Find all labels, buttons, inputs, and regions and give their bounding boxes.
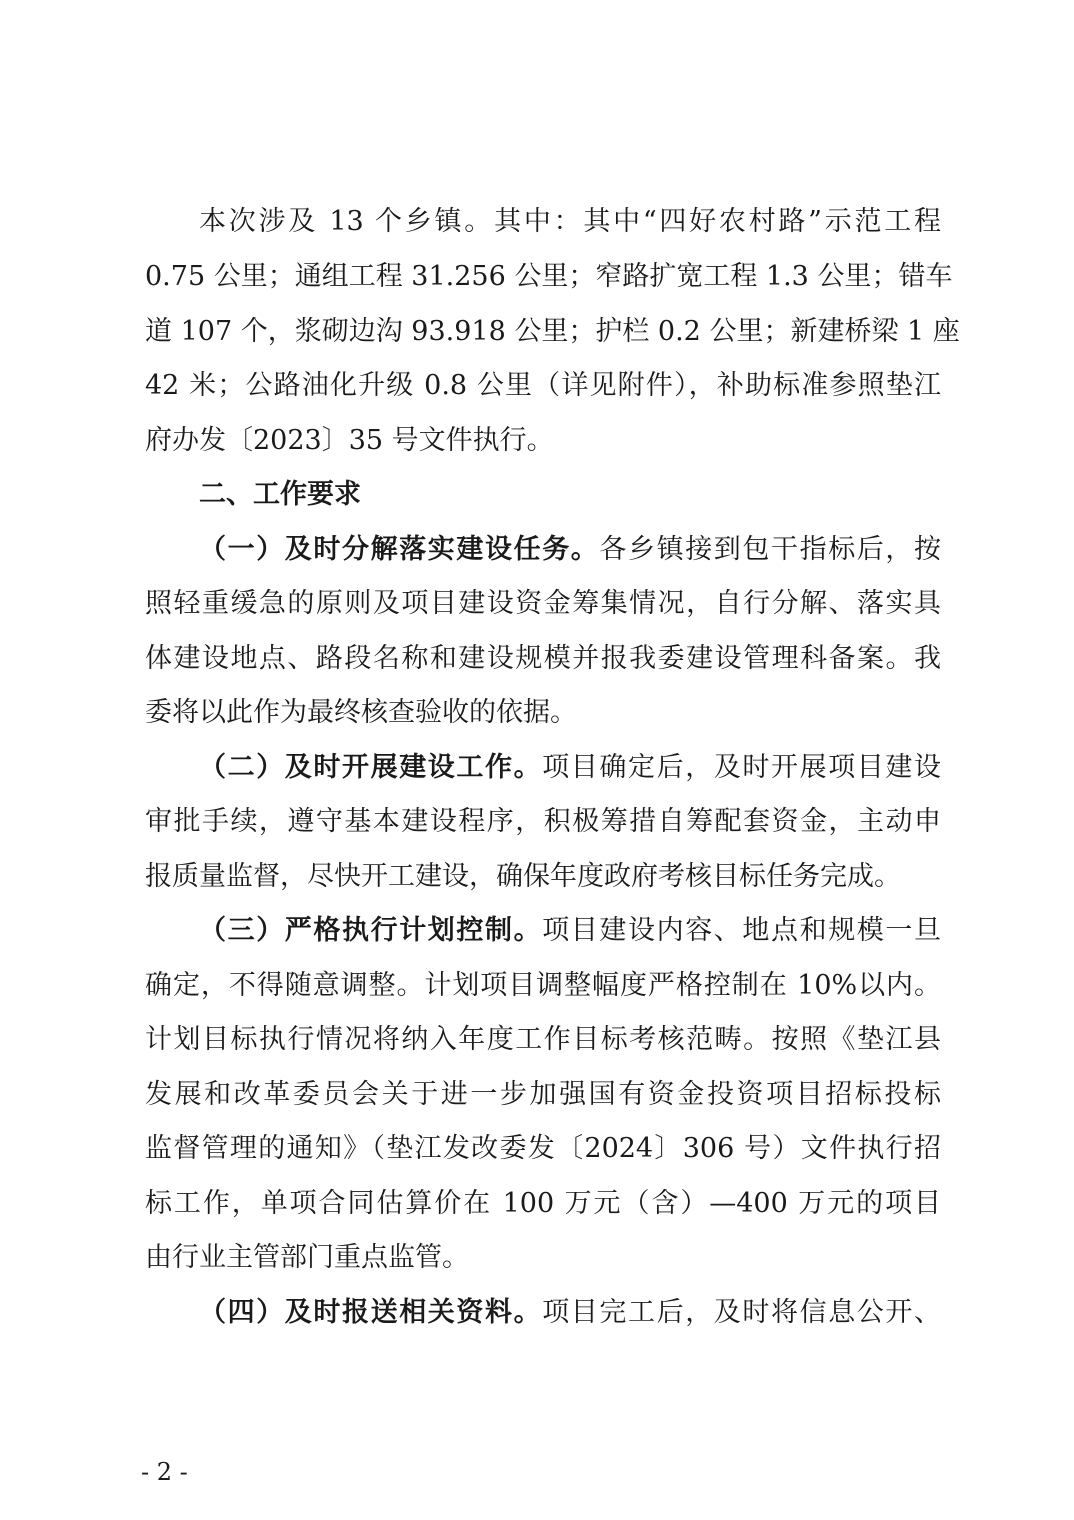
section-3-line-2: 确定，不得随意调整。计划项目调整幅度严格控制在 10%以内。	[145, 970, 941, 1001]
section-2-line-1	[199, 748, 941, 788]
paragraph-1-line-1: 本次涉及 13 个乡镇。其中：其中“四好农村路”示范工程	[199, 206, 941, 237]
section-3-line-4: 发展和改革委员会关于进一步加强国有资金投资项目招标投标	[145, 1079, 941, 1110]
section-4-lead: （四）及时报送相关资料。	[199, 1297, 543, 1328]
section-3-text: 项目建设内容、地点和规模一旦	[542, 915, 942, 946]
section-1-text: 各乡镇接到包干指标后，按	[599, 534, 942, 565]
section-3-line-5: 监督管理的通知》（垫江发改委发〔2024〕306 号）文件执行招	[145, 1133, 941, 1164]
section-3-lead: （三）严格执行计划控制。	[199, 915, 543, 946]
section-3-line-7: 由行业主管部门重点监管。	[145, 1242, 469, 1273]
section-1-line-1	[199, 530, 941, 570]
section-1-line-3: 体建设地点、路段名称和建设规模并报我委建设管理科备案。我	[145, 643, 941, 674]
section-1-line-2: 照轻重缓急的原则及项目建设资金筹集情况，自行分解、落实具	[145, 588, 941, 619]
section-2-lead: （二）及时开展建设工作。	[199, 752, 543, 783]
section-1-line-4: 委将以此作为最终核查验收的依据。	[145, 697, 577, 728]
section-3-line-6: 标工作，单项合同估算价在 100 万元（含）—400 万元的项目	[145, 1188, 941, 1219]
page-number: - 2 -	[141, 1458, 188, 1486]
section-2-line-2: 审批手续，遵守基本建设程序，积极筹措自筹配套资金，主动申	[145, 806, 941, 837]
section-2-line-3: 报质量监督，尽快开工建设，确保年度政府考核目标任务完成。	[145, 861, 901, 892]
section-3-line-1	[199, 911, 941, 951]
section-3-line-3: 计划目标执行情况将纳入年度工作目标考核范畴。按照《垫江县	[145, 1024, 941, 1055]
paragraph-1-line-5: 府办发〔2023〕35 号文件执行。	[145, 425, 554, 456]
section-4-text: 项目完工后，及时将信息公开、	[542, 1297, 942, 1328]
section-1-lead: （一）及时分解落实建设任务。	[199, 534, 600, 565]
paragraph-1-line-3: 道 107 个，浆砌边沟 93.918 公里；护栏 0.2 公里；新建桥梁 1 座	[145, 316, 960, 347]
paragraph-1-line-4: 42 米；公路油化升级 0.8 公里（详见附件），补助标准参照垫江	[145, 370, 941, 401]
section-heading: 二、工作要求	[199, 479, 361, 510]
section-2-text: 项目确定后，及时开展项目建设	[542, 752, 942, 783]
paragraph-1-line-2: 0.75 公里；通组工程 31.256 公里；窄路扩宽工程 1.3 公里；错车	[145, 261, 953, 292]
section-4-line-1	[199, 1293, 941, 1333]
